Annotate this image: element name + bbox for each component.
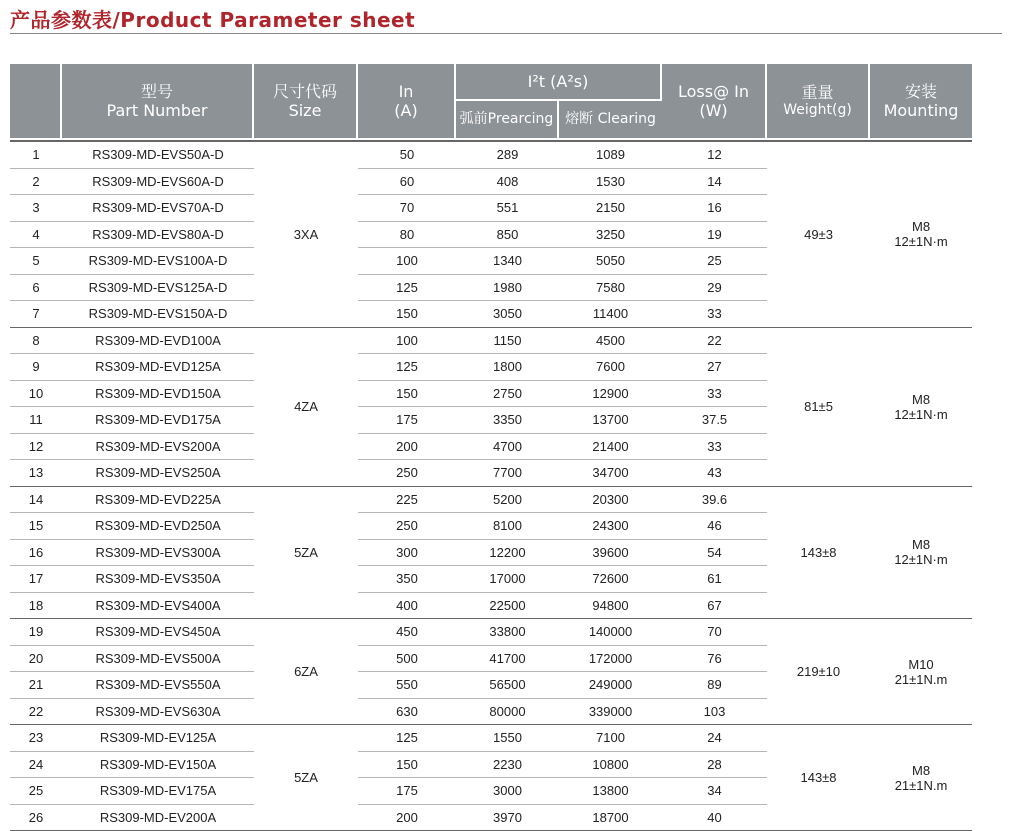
clearing-cell: 24300 — [559, 513, 662, 540]
clearing-cell: 5050 — [559, 248, 662, 275]
prearcing-cell: 80000 — [456, 699, 559, 726]
header-weight-en: Weight(g) — [767, 102, 868, 119]
row-index: 12 — [10, 434, 62, 461]
rated-current-cell: 450 — [358, 619, 456, 646]
row-index: 16 — [10, 540, 62, 567]
prearcing-cell: 850 — [456, 222, 559, 249]
size-code-cell: 3XA — [254, 140, 358, 328]
prearcing-cell: 408 — [456, 169, 559, 196]
row-index: 10 — [10, 381, 62, 408]
clearing-cell: 1530 — [559, 169, 662, 196]
rated-current-cell: 250 — [358, 460, 456, 487]
row-index: 3 — [10, 195, 62, 222]
row-index: 11 — [10, 407, 62, 434]
power-loss-cell: 27 — [662, 354, 767, 381]
row-index: 19 — [10, 619, 62, 646]
power-loss-cell: 43 — [662, 460, 767, 487]
page-title: 产品参数表/Product Parameter sheet — [10, 4, 415, 33]
power-loss-cell: 33 — [662, 434, 767, 461]
power-loss-cell: 89 — [662, 672, 767, 699]
mounting-torque: 21±1N.m — [870, 672, 972, 687]
power-loss-cell: 33 — [662, 301, 767, 328]
header-mount-en: Mounting — [870, 101, 972, 120]
prearcing-cell: 289 — [456, 140, 559, 169]
mounting-cell — [870, 487, 972, 620]
size-code-cell: 5ZA — [254, 725, 358, 831]
rated-current-cell: 300 — [358, 540, 456, 567]
row-index: 8 — [10, 328, 62, 355]
clearing-cell: 172000 — [559, 646, 662, 673]
parameter-table — [10, 64, 972, 831]
rated-current-cell: 150 — [358, 301, 456, 328]
prearcing-cell: 12200 — [456, 540, 559, 567]
mounting-torque: 21±1N.m — [870, 778, 972, 793]
clearing-cell: 10800 — [559, 752, 662, 779]
rated-current-cell: 80 — [358, 222, 456, 249]
part-number-cell: RS309-MD-EV175A — [62, 778, 254, 805]
part-number-cell: RS309-MD-EVS550A — [62, 672, 254, 699]
clearing-cell: 339000 — [559, 699, 662, 726]
row-index: 20 — [10, 646, 62, 673]
header-prearcing: 弧前Prearcing — [456, 101, 559, 140]
title-divider — [10, 33, 1002, 34]
part-number-cell: RS309-MD-EVD225A — [62, 487, 254, 514]
size-code-cell: 5ZA — [254, 487, 358, 620]
row-index: 2 — [10, 169, 62, 196]
clearing-cell: 3250 — [559, 222, 662, 249]
prearcing-cell: 4700 — [456, 434, 559, 461]
power-loss-cell: 46 — [662, 513, 767, 540]
row-index: 24 — [10, 752, 62, 779]
prearcing-cell: 1550 — [456, 725, 559, 752]
row-index: 26 — [10, 805, 62, 831]
mounting-cell — [870, 328, 972, 487]
row-index: 1 — [10, 140, 62, 169]
part-number-cell: RS309-MD-EVS125A-D — [62, 275, 254, 302]
rated-current-cell: 250 — [358, 513, 456, 540]
part-number-cell: RS309-MD-EVS70A-D — [62, 195, 254, 222]
clearing-cell: 12900 — [559, 381, 662, 408]
part-number-cell: RS309-MD-EVD100A — [62, 328, 254, 355]
rated-current-cell: 175 — [358, 407, 456, 434]
weight-cell: 81±5 — [767, 328, 870, 487]
part-number-cell: RS309-MD-EV200A — [62, 805, 254, 831]
clearing-cell: 72600 — [559, 566, 662, 593]
row-index: 6 — [10, 275, 62, 302]
power-loss-cell: 34 — [662, 778, 767, 805]
row-index: 18 — [10, 593, 62, 620]
prearcing-cell: 33800 — [456, 619, 559, 646]
row-index: 14 — [10, 487, 62, 514]
header-part-number — [62, 64, 254, 140]
header-weight-cn: 重量 — [767, 83, 868, 102]
part-number-cell: RS309-MD-EVD125A — [62, 354, 254, 381]
power-loss-cell: 67 — [662, 593, 767, 620]
row-index: 15 — [10, 513, 62, 540]
header-loss — [662, 64, 767, 140]
header-mounting — [870, 64, 972, 140]
header-loss-unit: (W) — [662, 101, 765, 120]
rated-current-cell: 500 — [358, 646, 456, 673]
power-loss-cell: 54 — [662, 540, 767, 567]
table-header — [10, 64, 972, 140]
clearing-cell: 18700 — [559, 805, 662, 831]
row-index: 7 — [10, 301, 62, 328]
prearcing-cell: 5200 — [456, 487, 559, 514]
part-number-cell: RS309-MD-EVD250A — [62, 513, 254, 540]
power-loss-cell: 24 — [662, 725, 767, 752]
table-row — [10, 619, 972, 646]
rated-current-cell: 350 — [358, 566, 456, 593]
prearcing-cell: 8100 — [456, 513, 559, 540]
header-in-unit: (A) — [358, 101, 454, 120]
power-loss-cell: 61 — [662, 566, 767, 593]
table-row — [10, 140, 972, 169]
rated-current-cell: 125 — [358, 354, 456, 381]
weight-cell: 143±8 — [767, 725, 870, 831]
header-size — [254, 64, 358, 140]
clearing-cell: 2150 — [559, 195, 662, 222]
row-index: 17 — [10, 566, 62, 593]
rated-current-cell: 60 — [358, 169, 456, 196]
mounting-thread: M8 — [870, 537, 972, 552]
prearcing-cell: 1980 — [456, 275, 559, 302]
row-index: 5 — [10, 248, 62, 275]
mounting-thread: M8 — [870, 392, 972, 407]
row-index: 21 — [10, 672, 62, 699]
mounting-torque: 12±1N·m — [870, 552, 972, 567]
power-loss-cell: 28 — [662, 752, 767, 779]
power-loss-cell: 70 — [662, 619, 767, 646]
part-number-cell: RS309-MD-EVD150A — [62, 381, 254, 408]
power-loss-cell: 76 — [662, 646, 767, 673]
part-number-cell: RS309-MD-EVS450A — [62, 619, 254, 646]
header-mount-cn: 安装 — [870, 82, 972, 101]
header-size-en: Size — [254, 101, 356, 120]
prearcing-cell: 3350 — [456, 407, 559, 434]
row-index: 22 — [10, 699, 62, 726]
prearcing-cell: 3970 — [456, 805, 559, 831]
rated-current-cell: 630 — [358, 699, 456, 726]
row-index: 25 — [10, 778, 62, 805]
power-loss-cell: 29 — [662, 275, 767, 302]
clearing-cell: 7100 — [559, 725, 662, 752]
prearcing-cell: 3000 — [456, 778, 559, 805]
header-i2t: I²t (A²s) — [456, 64, 662, 101]
part-number-cell: RS309-MD-EVS80A-D — [62, 222, 254, 249]
row-index: 4 — [10, 222, 62, 249]
clearing-cell: 7600 — [559, 354, 662, 381]
part-number-cell: RS309-MD-EVS100A-D — [62, 248, 254, 275]
clearing-cell: 39600 — [559, 540, 662, 567]
header-clearing: 熔断 Clearing — [559, 101, 662, 140]
power-loss-cell: 12 — [662, 140, 767, 169]
header-index — [10, 64, 62, 140]
rated-current-cell: 150 — [358, 381, 456, 408]
rated-current-cell: 200 — [358, 805, 456, 831]
prearcing-cell: 1150 — [456, 328, 559, 355]
power-loss-cell: 103 — [662, 699, 767, 726]
table-body — [10, 140, 972, 831]
rated-current-cell: 125 — [358, 275, 456, 302]
row-index: 13 — [10, 460, 62, 487]
rated-current-cell: 150 — [358, 752, 456, 779]
header-in-top: In — [358, 82, 454, 101]
part-number-cell: RS309-MD-EVS200A — [62, 434, 254, 461]
clearing-cell: 140000 — [559, 619, 662, 646]
rated-current-cell: 200 — [358, 434, 456, 461]
row-index: 9 — [10, 354, 62, 381]
prearcing-cell: 1340 — [456, 248, 559, 275]
clearing-cell: 11400 — [559, 301, 662, 328]
prearcing-cell: 3050 — [456, 301, 559, 328]
weight-cell: 49±3 — [767, 140, 870, 328]
part-number-cell: RS309-MD-EVS400A — [62, 593, 254, 620]
power-loss-cell: 16 — [662, 195, 767, 222]
prearcing-cell: 7700 — [456, 460, 559, 487]
table-row — [10, 328, 972, 355]
mounting-thread: M10 — [870, 657, 972, 672]
header-loss-top: Loss@ In — [662, 82, 765, 101]
prearcing-cell: 1800 — [456, 354, 559, 381]
part-number-cell: RS309-MD-EVS500A — [62, 646, 254, 673]
table-row — [10, 487, 972, 514]
power-loss-cell: 14 — [662, 169, 767, 196]
part-number-cell: RS309-MD-EV125A — [62, 725, 254, 752]
part-number-cell: RS309-MD-EVS50A-D — [62, 140, 254, 169]
prearcing-cell: 22500 — [456, 593, 559, 620]
rated-current-cell: 175 — [358, 778, 456, 805]
row-index: 23 — [10, 725, 62, 752]
prearcing-cell: 17000 — [456, 566, 559, 593]
rated-current-cell: 100 — [358, 248, 456, 275]
power-loss-cell: 19 — [662, 222, 767, 249]
header-in — [358, 64, 456, 140]
power-loss-cell: 22 — [662, 328, 767, 355]
clearing-cell: 21400 — [559, 434, 662, 461]
clearing-cell: 7580 — [559, 275, 662, 302]
prearcing-cell: 2230 — [456, 752, 559, 779]
mounting-thread: M8 — [870, 219, 972, 234]
power-loss-cell: 40 — [662, 805, 767, 831]
size-code-cell: 4ZA — [254, 328, 358, 487]
part-number-cell: RS309-MD-EVS350A — [62, 566, 254, 593]
mounting-thread: M8 — [870, 763, 972, 778]
header-size-cn: 尺寸代码 — [254, 82, 356, 101]
clearing-cell: 34700 — [559, 460, 662, 487]
part-number-cell: RS309-MD-EVD175A — [62, 407, 254, 434]
clearing-cell: 20300 — [559, 487, 662, 514]
rated-current-cell: 50 — [358, 140, 456, 169]
mounting-cell — [870, 725, 972, 831]
mounting-torque: 12±1N·m — [870, 407, 972, 422]
part-number-cell: RS309-MD-EV150A — [62, 752, 254, 779]
header-part-cn: 型号 — [62, 82, 252, 101]
rated-current-cell: 100 — [358, 328, 456, 355]
prearcing-cell: 551 — [456, 195, 559, 222]
clearing-cell: 13700 — [559, 407, 662, 434]
mounting-cell — [870, 140, 972, 328]
table-row — [10, 725, 972, 752]
header-part-en: Part Number — [62, 101, 252, 120]
mounting-torque: 12±1N·m — [870, 234, 972, 249]
rated-current-cell: 125 — [358, 725, 456, 752]
part-number-cell: RS309-MD-EVS150A-D — [62, 301, 254, 328]
rated-current-cell: 550 — [358, 672, 456, 699]
size-code-cell: 6ZA — [254, 619, 358, 725]
clearing-cell: 4500 — [559, 328, 662, 355]
rated-current-cell: 70 — [358, 195, 456, 222]
header-weight — [767, 64, 870, 140]
power-loss-cell: 25 — [662, 248, 767, 275]
part-number-cell: RS309-MD-EVS250A — [62, 460, 254, 487]
part-number-cell: RS309-MD-EVS60A-D — [62, 169, 254, 196]
clearing-cell: 1089 — [559, 140, 662, 169]
prearcing-cell: 56500 — [456, 672, 559, 699]
power-loss-cell: 37.5 — [662, 407, 767, 434]
part-number-cell: RS309-MD-EVS630A — [62, 699, 254, 726]
part-number-cell: RS309-MD-EVS300A — [62, 540, 254, 567]
rated-current-cell: 400 — [358, 593, 456, 620]
prearcing-cell: 41700 — [456, 646, 559, 673]
prearcing-cell: 2750 — [456, 381, 559, 408]
power-loss-cell: 33 — [662, 381, 767, 408]
clearing-cell: 13800 — [559, 778, 662, 805]
rated-current-cell: 225 — [358, 487, 456, 514]
power-loss-cell: 39.6 — [662, 487, 767, 514]
clearing-cell: 249000 — [559, 672, 662, 699]
mounting-cell — [870, 619, 972, 725]
weight-cell: 219±10 — [767, 619, 870, 725]
weight-cell: 143±8 — [767, 487, 870, 620]
clearing-cell: 94800 — [559, 593, 662, 620]
